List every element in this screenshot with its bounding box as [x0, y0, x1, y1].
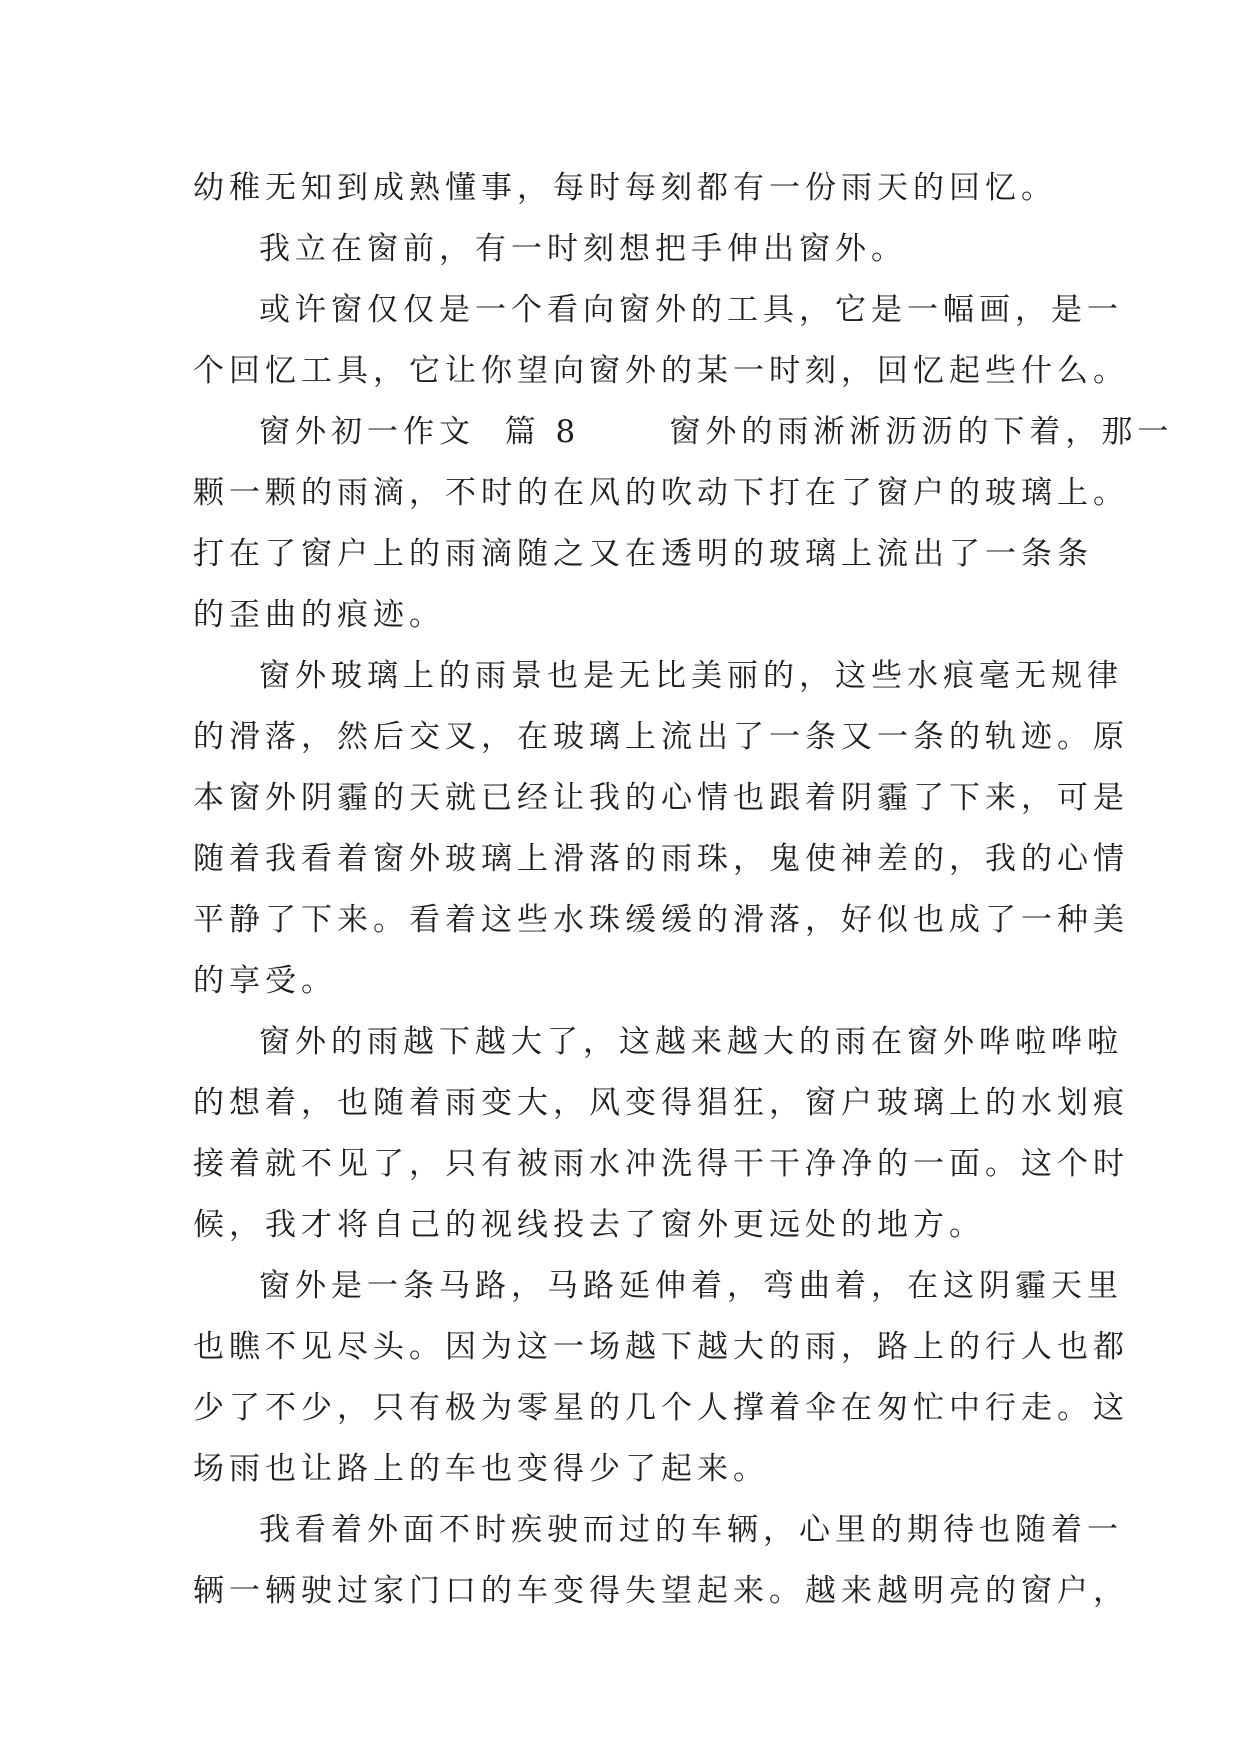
- text-line: 的享受。: [193, 963, 337, 999]
- text-line: 窗外的雨越下越大了，这越来越大的雨在窗外哗啦哗啦: [259, 1024, 1123, 1060]
- text-line: 辆一辆驶过家门口的车变得失望起来。越来越明亮的窗户，: [193, 1573, 1129, 1609]
- text-line: 我看着外面不时疾驶而过的车辆，心里的期待也随着一: [259, 1512, 1123, 1548]
- text-line: 窗外玻璃上的雨景也是无比美丽的，这些水痕毫无规律: [259, 658, 1123, 694]
- text-line: 少了不少，只有极为零星的几个人撑着伞在匆忙中行走。这: [193, 1390, 1129, 1426]
- text-line: 颗一颗的雨滴，不时的在风的吹动下打在了窗户的玻璃上。: [193, 475, 1129, 511]
- text-line: 打在了窗户上的雨滴随之又在透明的玻璃上流出了一条条: [193, 536, 1093, 572]
- text-line: 或许窗仅仅是一个看向窗外的工具，它是一幅画，是一: [259, 292, 1123, 328]
- text-line: 幼稚无知到成熟懂事，每时每刻都有一份雨天的回忆。: [193, 170, 1057, 206]
- text-line: 本窗外阴霾的天就已经让我的心情也跟着阴霾了下来，可是: [193, 780, 1129, 816]
- text-line: 的滑落，然后交叉，在玻璃上流出了一条又一条的轨迹。原: [193, 719, 1129, 755]
- text-line: 随着我看着窗外玻璃上滑落的雨珠，鬼使神差的，我的心情: [193, 841, 1129, 877]
- text-line: 的歪曲的痕迹。: [193, 597, 445, 633]
- text-line: 的想着，也随着雨变大，风变得猖狂，窗户玻璃上的水划痕: [193, 1085, 1129, 1121]
- text-line: 接着就不见了，只有被雨水冲洗得干干净净的一面。这个时: [193, 1146, 1129, 1182]
- text-line: 窗外初一作文 篇 8 窗外的雨淅淅沥沥的下着，那一: [259, 414, 1174, 450]
- text-line: 候，我才将自己的视线投去了窗外更远处的地方。: [193, 1207, 985, 1243]
- text-line: 场雨也让路上的车也变得少了起来。: [193, 1451, 769, 1487]
- text-line: 平静了下来。看着这些水珠缓缓的滑落，好似也成了一种美: [193, 902, 1129, 938]
- essay-text: [193, 158, 1174, 1622]
- text-line: 也瞧不见尽头。因为这一场越下越大的雨，路上的行人也都: [193, 1329, 1129, 1365]
- text-line: 窗外是一条马路，马路延伸着，弯曲着，在这阴霾天里: [259, 1268, 1123, 1304]
- text-line: 我立在窗前，有一时刻想把手伸出窗外。: [259, 231, 907, 267]
- text-line: 个回忆工具，它让你望向窗外的某一时刻，回忆起些什么。: [193, 353, 1129, 389]
